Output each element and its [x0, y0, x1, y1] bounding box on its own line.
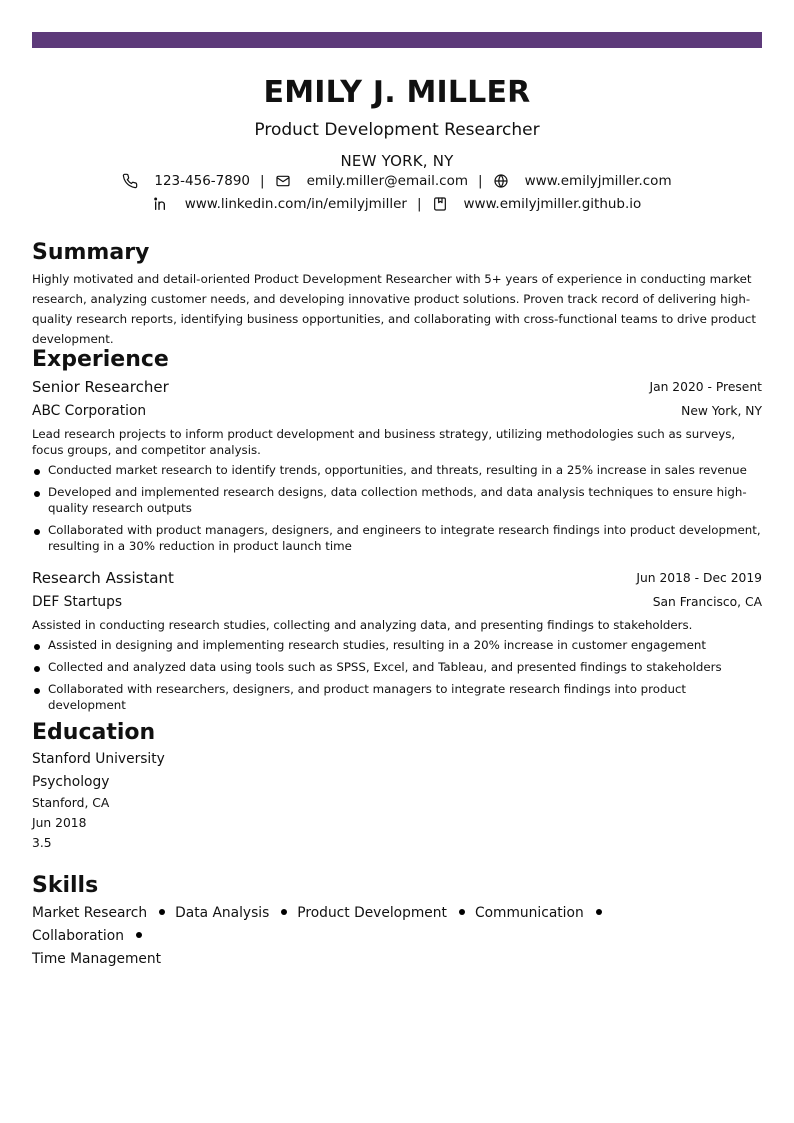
list-item: Collected and analyzed data using tools such as SPSS, Excel, and Tableau, and presented findings to stakeholders [32, 659, 762, 675]
bullet-dot [459, 909, 465, 915]
candidate-title: Product Development Researcher [254, 120, 540, 140]
job-title: Research Assistant [32, 569, 174, 587]
accent-bar [32, 32, 762, 48]
website-text: www.emilyjmiller.com [524, 173, 672, 189]
job-bullets [32, 637, 762, 719]
contact-row-secondary [32, 196, 762, 212]
job-description: Assisted in conducting research studies, collecting and analyzing data, and presenting findings to stakeholders. [32, 618, 693, 632]
contact-row-primary [32, 173, 762, 189]
list-item: Assisted in designing and implementing research studies, resulting in a 20% increase in customer engagement [32, 637, 762, 653]
skill-item: Time Management [32, 951, 162, 967]
skill-item: Collaboration [32, 928, 124, 944]
skill-item: Market Research [32, 905, 148, 921]
bullet-dot [159, 909, 165, 915]
website-contact[interactable] [493, 173, 672, 189]
education-gpa: 3.5 [32, 836, 52, 850]
phone-text: 123-456-7890 [154, 173, 251, 189]
list-item: Conducted market research to identify trends, opportunities, and threats, resulting in a 25% increase in sales revenue [32, 462, 762, 478]
job-description: Lead research projects to inform product development and business strategy, utilizing methodologies such as surveys, focus groups, and competitor analysis. [32, 427, 736, 457]
bookmark-icon [432, 196, 448, 212]
github-contact[interactable] [432, 196, 642, 212]
job-company: ABC Corporation [32, 403, 147, 419]
summary-heading: Summary [32, 240, 150, 265]
education-school: Stanford University [32, 751, 165, 767]
job-location: San Francisco, CA [652, 595, 762, 609]
linkedin-text: www.linkedin.com/in/emilyjmiller [184, 196, 407, 212]
bullet-dot [136, 932, 142, 938]
job-dates: Jun 2018 - Dec 2019 [636, 571, 762, 585]
job-title: Senior Researcher [32, 378, 169, 396]
github-text: www.emilyjmiller.github.io [463, 196, 642, 212]
job-dates: Jan 2020 - Present [649, 380, 762, 394]
skill-item: Communication [474, 905, 584, 921]
phone-icon [122, 173, 138, 189]
separator: | [416, 196, 422, 212]
education-date: Jun 2018 [32, 816, 87, 830]
skill-item: Product Development [297, 905, 447, 921]
bullet-dot [596, 909, 602, 915]
job-company: DEF Startups [32, 594, 123, 610]
bullet-dot [281, 909, 287, 915]
experience-heading: Experience [32, 347, 169, 372]
globe-icon [493, 173, 509, 189]
list-item: Collaborated with researchers, designers, and product managers to integrate research findings into product development [32, 681, 762, 713]
skills-heading: Skills [32, 873, 99, 898]
phone-contact[interactable] [122, 173, 250, 189]
email-text: emily.miller@email.com [306, 173, 469, 189]
list-item: Developed and implemented research designs, data collection methods, and data analysis techniques to ensure high-quality research outputs [32, 484, 762, 516]
separator: | [260, 173, 265, 189]
job-bullets [32, 462, 762, 560]
email-contact[interactable] [275, 173, 468, 189]
candidate-location: NEW YORK, NY [340, 152, 454, 170]
separator: | [478, 173, 483, 189]
education-heading: Education [32, 720, 156, 745]
linkedin-icon [153, 196, 169, 212]
job-location: New York, NY [681, 404, 762, 418]
summary-text: Highly motivated and detail-oriented Product Development Researcher with 5+ years of experience in conducting market research, analyzing customer needs, and developing innovative product solutions. Proven track record of delivering high-quality research reports, identifying business opportunities, and collaborating with cross-functional teams to drive product development. [32, 272, 756, 346]
education-location: Stanford, CA [32, 796, 110, 810]
mail-icon [275, 173, 291, 189]
resume-page [32, 0, 762, 1123]
candidate-name: EMILY J. MILLER [263, 75, 531, 110]
skills-list [32, 902, 672, 971]
skill-item: Data Analysis [175, 905, 270, 921]
list-item: Collaborated with product managers, designers, and engineers to integrate research findings into product development, resulting in a 30% reduction in product launch time [32, 522, 762, 554]
education-field: Psychology [32, 774, 110, 790]
linkedin-contact[interactable] [153, 196, 407, 212]
